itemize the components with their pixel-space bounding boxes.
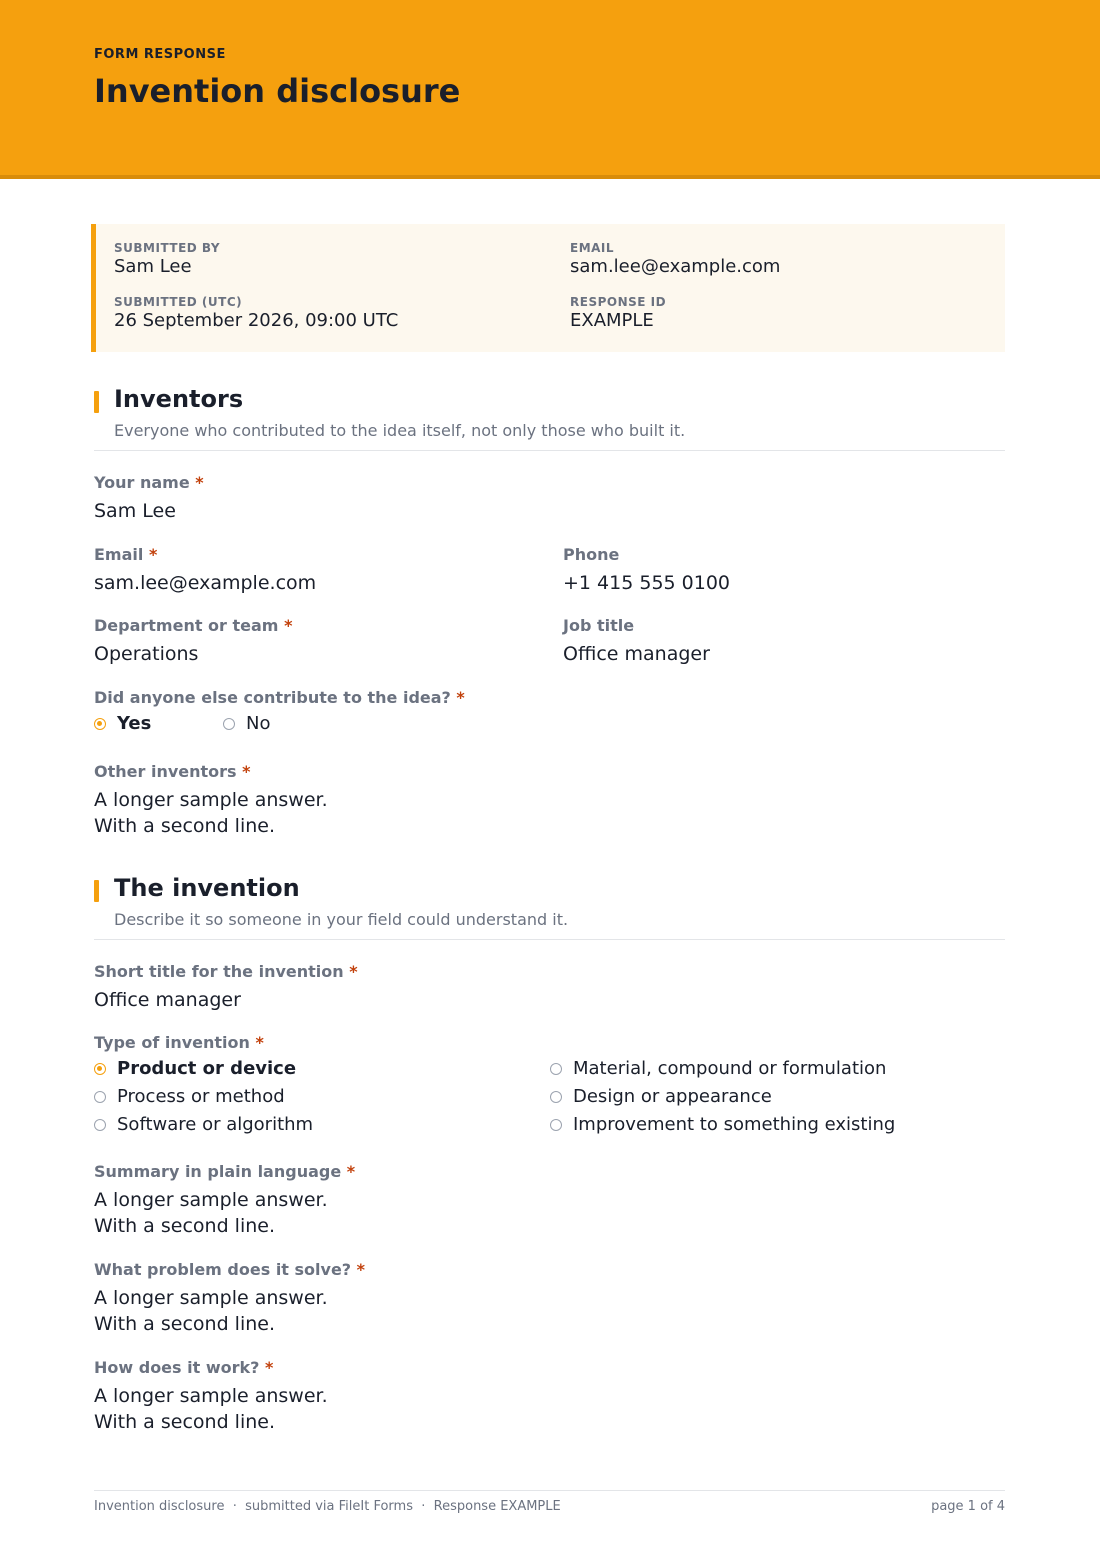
radio-label: Software or algorithm	[117, 1114, 314, 1135]
submitted-utc-label: SUBMITTED (UTC)	[114, 295, 243, 309]
field-value: Office manager	[94, 989, 241, 1011]
field-label: Email *	[94, 545, 158, 564]
page-number: page 1 of 4	[931, 1499, 1005, 1514]
field-label: Phone	[563, 545, 620, 564]
field-value: +1 415 555 0100	[563, 572, 731, 594]
required-marker: *	[456, 688, 465, 707]
form-eyebrow: FORM RESPONSE	[94, 47, 226, 62]
radio-option-product[interactable]	[94, 1058, 296, 1079]
response-id	[570, 295, 666, 331]
footer-source: Invention disclosure · submitted via FileIt Forms · Response EXAMPLE	[94, 1499, 561, 1514]
section-description: Describe it so someone in your field could understand it.	[114, 910, 569, 929]
form-header	[0, 0, 1100, 179]
submitted-by	[114, 241, 220, 277]
section-divider	[94, 450, 1005, 451]
field-summary	[94, 1162, 355, 1239]
field-short-title	[94, 962, 358, 1013]
field-value	[94, 1383, 328, 1435]
form-title: Invention disclosure	[94, 72, 461, 110]
section-accent-bar	[94, 391, 99, 413]
submission-meta	[91, 224, 1005, 352]
required-marker: *	[148, 545, 158, 564]
section-title: The invention	[114, 874, 300, 902]
field-value: Office manager	[563, 643, 710, 665]
required-marker: *	[346, 1162, 356, 1181]
submitted-utc-value: 26 September 2026, 09:00 UTC	[114, 310, 399, 331]
radio-option-no[interactable]	[223, 713, 270, 734]
field-label: How does it work? *	[94, 1358, 274, 1377]
field-department	[94, 616, 292, 667]
field-label: Did anyone else contribute to the idea? *	[94, 688, 465, 707]
radio-option-design[interactable]	[550, 1086, 772, 1107]
field-value: Operations	[94, 643, 199, 665]
submitted-by-value: Sam Lee	[114, 256, 192, 277]
field-label: Type of invention *	[94, 1033, 264, 1052]
field-job-title	[563, 616, 710, 667]
field-label: Job title	[563, 616, 635, 635]
radio-unselected-icon	[223, 718, 235, 730]
radio-unselected-icon	[94, 1091, 106, 1103]
section-accent-bar	[94, 880, 99, 902]
radio-unselected-icon	[550, 1119, 562, 1131]
radio-label: Product or device	[117, 1058, 297, 1079]
radio-unselected-icon	[550, 1063, 562, 1075]
field-label: Your name *	[94, 473, 204, 492]
answer-line: With a second line.	[94, 1411, 275, 1433]
radio-label: Material, compound or formulation	[573, 1058, 887, 1079]
submitted-by-label: SUBMITTED BY	[114, 241, 221, 255]
radio-option-process[interactable]	[94, 1086, 285, 1107]
answer-line: A longer sample answer.	[94, 1189, 328, 1211]
required-marker: *	[265, 1358, 274, 1377]
answer-line: With a second line.	[94, 815, 275, 837]
field-value: sam.lee@example.com	[94, 572, 317, 594]
submitted-utc	[114, 295, 398, 331]
radio-label: No	[246, 713, 271, 734]
answer-line: With a second line.	[94, 1215, 275, 1237]
radio-selected-icon	[94, 1063, 106, 1075]
field-label: Other inventors *	[94, 762, 251, 781]
response-id-label: RESPONSE ID	[570, 295, 667, 309]
section-divider	[94, 939, 1005, 940]
radio-selected-icon	[94, 718, 106, 730]
field-label: Summary in plain language *	[94, 1162, 356, 1181]
field-other-inventors	[94, 762, 328, 839]
required-marker: *	[284, 616, 293, 635]
field-value	[94, 1187, 355, 1239]
radio-option-yes[interactable]	[94, 713, 151, 734]
radio-label: Yes	[117, 713, 152, 734]
meta-email	[570, 241, 780, 277]
response-id-value: EXAMPLE	[570, 310, 654, 331]
field-label: Department or team *	[94, 616, 293, 635]
answer-line: A longer sample answer.	[94, 1287, 328, 1309]
field-invention-type	[94, 1033, 264, 1052]
radio-unselected-icon	[550, 1091, 562, 1103]
field-value	[94, 1285, 365, 1337]
radio-option-material[interactable]	[550, 1058, 886, 1079]
meta-email-value: sam.lee@example.com	[570, 256, 781, 277]
required-marker: *	[195, 473, 204, 492]
answer-line: A longer sample answer.	[94, 789, 328, 811]
field-value: Sam Lee	[94, 500, 176, 522]
radio-unselected-icon	[94, 1119, 106, 1131]
field-problem	[94, 1260, 365, 1337]
meta-email-label: EMAIL	[570, 241, 615, 255]
field-how-it-works	[94, 1358, 328, 1435]
field-value	[94, 787, 328, 839]
section-description: Everyone who contributed to the idea itself, not only those who built it.	[114, 421, 686, 440]
field-label: What problem does it solve? *	[94, 1260, 366, 1279]
field-email	[94, 545, 316, 596]
section-title: Inventors	[114, 385, 244, 413]
required-marker: *	[242, 762, 251, 781]
answer-line: With a second line.	[94, 1313, 275, 1335]
radio-label: Design or appearance	[573, 1086, 772, 1107]
answer-line: A longer sample answer.	[94, 1385, 328, 1407]
radio-label: Process or method	[117, 1086, 285, 1107]
field-label: Short title for the invention *	[94, 962, 358, 981]
required-marker: *	[356, 1260, 366, 1279]
required-marker: *	[255, 1033, 264, 1052]
field-contributed	[94, 688, 465, 707]
radio-option-software[interactable]	[94, 1114, 313, 1135]
radio-option-improvement[interactable]	[550, 1114, 895, 1135]
field-phone	[563, 545, 730, 596]
radio-label: Improvement to something existing	[573, 1114, 896, 1135]
required-marker: *	[349, 962, 358, 981]
field-your-name	[94, 473, 204, 524]
footer-divider	[94, 1490, 1005, 1491]
